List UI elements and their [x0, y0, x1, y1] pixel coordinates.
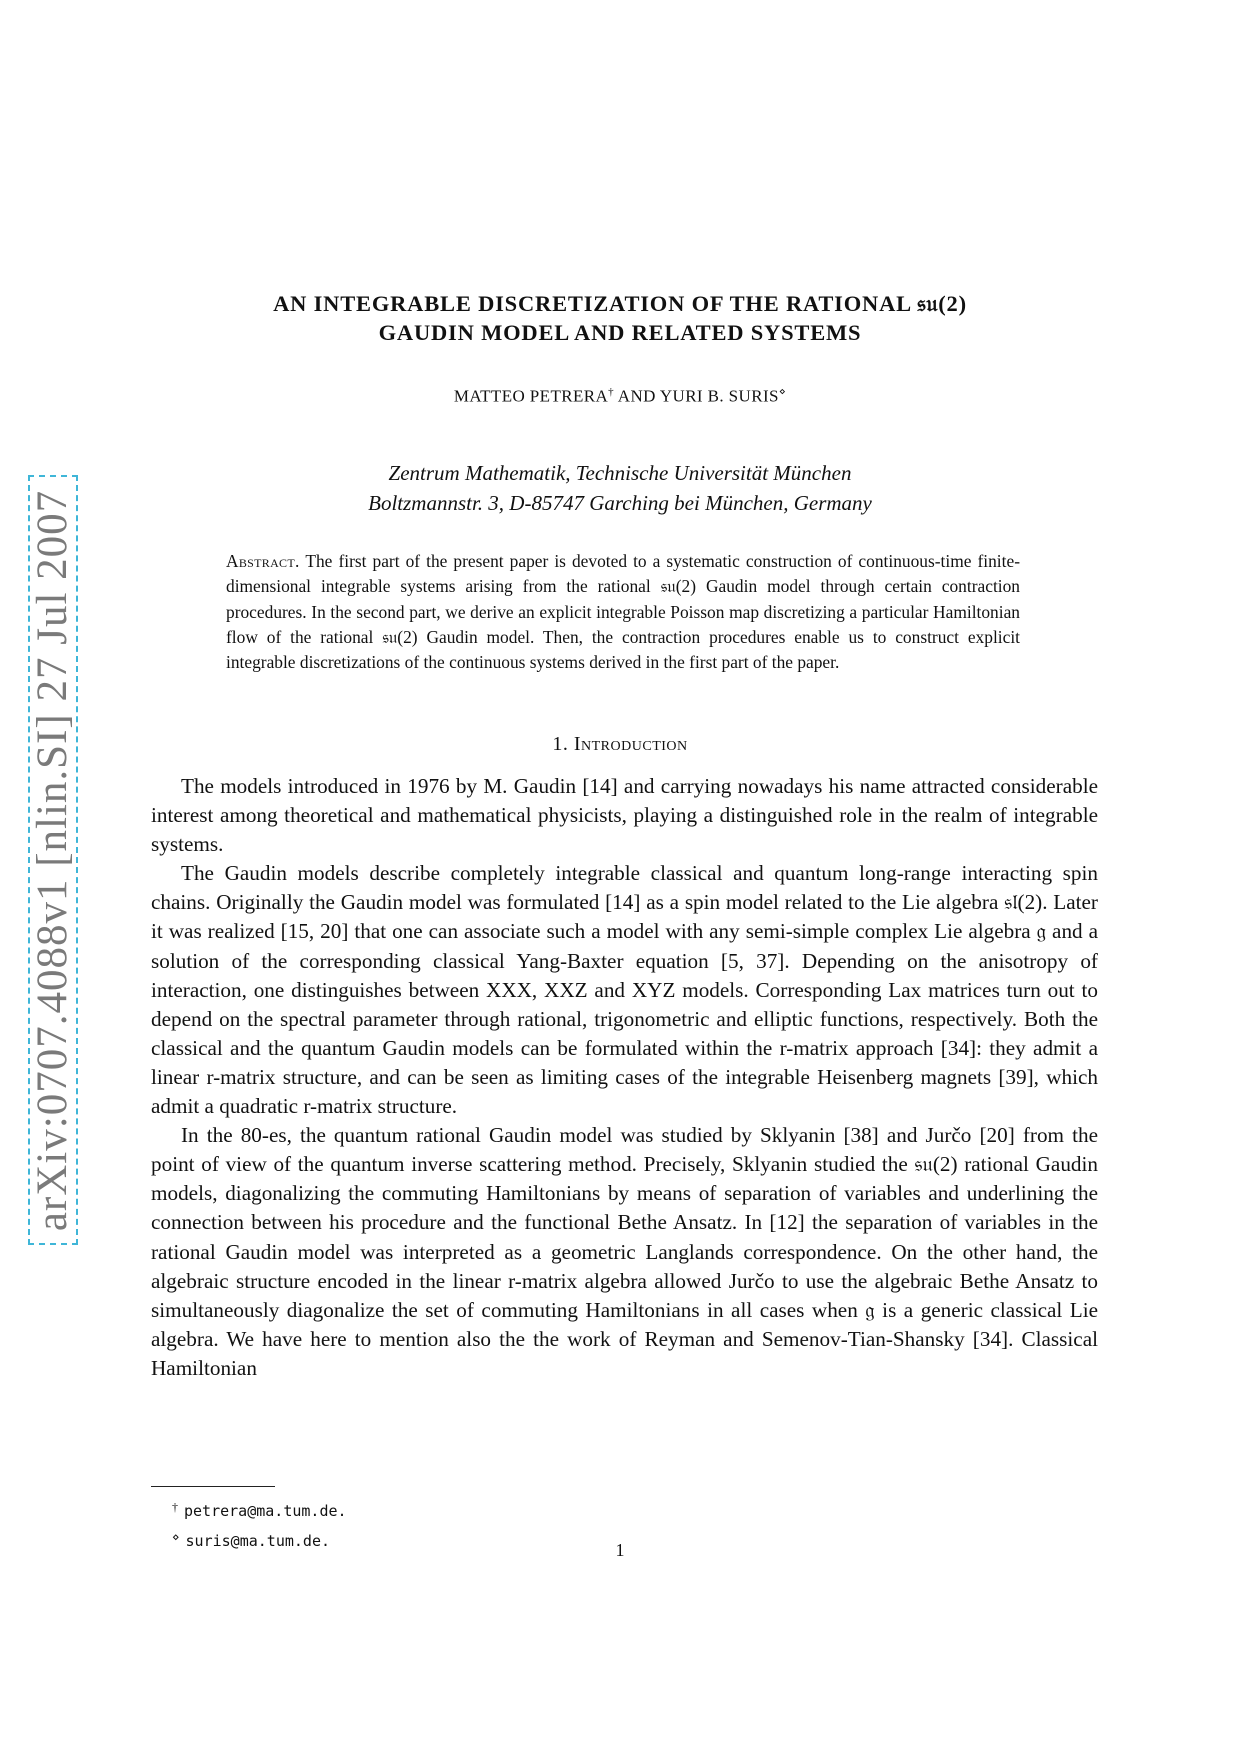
arxiv-identifier-stamp — [28, 475, 78, 1245]
affiliation — [150, 458, 1090, 518]
title-line-2: GAUDIN MODEL AND RELATED SYSTEMS — [378, 320, 862, 345]
author-conjunction: AND — [614, 386, 660, 406]
arxiv-identifier-text: arXiv:0707.4088v1 [nlin.SI] 27 Jul 2007 — [29, 489, 77, 1231]
footnote-1 — [172, 1494, 347, 1524]
section-number: 1. — [552, 733, 569, 755]
abstract — [226, 549, 1020, 675]
affiliation-line-1: Zentrum Mathematik, Technische Universität München — [388, 461, 852, 485]
footnote-1-mark: † — [172, 1500, 178, 1514]
abstract-label: Abstract. — [226, 551, 300, 571]
body-text — [151, 772, 1098, 1383]
section-title: Introduction — [573, 733, 688, 755]
paragraph-3: In the 80-es, the quantum rational Gaudin model was studied by Sklyanin [38] and Jurčo [20] from the point of view of the quantum inverse scattering method. Precisely, Sklyanin studied the 𝔰𝔲(2) rational Gaudin models, diagonalizing the commuting Hamiltonians by means of separation of variables and underlining the connection between his procedure and the functional Bethe Ansatz. In [12] the separation of variables in the rational Gaudin model was interpreted as a geometric Langlands correspondence. On the other hand, the algebraic structure encoded in the linear r-matrix algebra allowed Jurčo to use the algebraic Bethe Ansatz to simultaneously diagonalize the set of commuting Hamiltonians in all cases when 𝔤 is a generic classical Lie algebra. We have here to mention also the the work of Reyman and Semenov-Tian-Shansky [34]. Classical Hamiltonian — [151, 1123, 1098, 1380]
author-line — [150, 385, 1090, 407]
page-number: 1 — [615, 1540, 625, 1560]
affiliation-line-2: Boltzmannstr. 3, D-85747 Garching bei München, Germany — [368, 491, 872, 515]
title-line-1: AN INTEGRABLE DISCRETIZATION OF THE RATIONAL 𝔰𝔲(2) — [273, 291, 967, 316]
footnote-2-mark: ⋄ — [172, 1530, 180, 1544]
author-1: MATTEO PETRERA — [453, 386, 609, 406]
paragraph-1: The models introduced in 1976 by M. Gaudin [14] and carrying nowadays his name attracted considerable interest among theoretical and mathematical physicists, playing a distinguished role in the realm of integrable systems. — [151, 774, 1098, 857]
paper-title — [150, 289, 1090, 347]
footnote-rule — [151, 1486, 275, 1487]
author-2: YURI B. SURIS — [659, 386, 779, 406]
abstract-text: The first part of the present paper is devoted to a systematic construction of continuous-time finite-dimensional integrable systems arising from the rational 𝔰𝔲(2) Gaudin model through certain contraction procedures. In the second part, we derive an explicit integrable Poisson map discretizing a particular Hamiltonian flow of the rational 𝔰𝔲(2) Gaudin model. Then, the contraction procedures enable us to construct explicit integrable discretizations of the continuous systems derived in the first part of the paper. — [226, 551, 1020, 673]
footnote-1-email: petrera@ma.tum.de. — [184, 1502, 347, 1520]
paragraph-2: The Gaudin models describe completely integrable classical and quantum long-range interacting spin chains. Originally the Gaudin model was formulated [14] as a spin model related to the Lie algebra 𝔰𝔩(2). Later it was realized [15, 20] that one can associate such a model with any semi-simple complex Lie algebra 𝔤 and a solution of the corresponding classical Yang-Baxter equation [5, 37]. Depending on the anisotropy of interaction, one distinguishes between XXX, XXZ and XYZ models. Corresponding Lax matrices turn out to depend on the spectral parameter through rational, trigonometric and elliptic functions, respectively. Both the classical and the quantum Gaudin models can be formulated within the r-matrix approach [34]: they admit a linear r-matrix structure, and can be seen as limiting cases of the integrable Heisenberg magnets [39], which admit a quadratic r-matrix structure. — [151, 861, 1098, 1119]
footnote-2-email: suris@ma.tum.de. — [185, 1532, 331, 1550]
section-heading — [150, 733, 1090, 756]
author-1-mark: † — [608, 386, 615, 398]
author-2-mark: ⋄ — [778, 386, 787, 398]
